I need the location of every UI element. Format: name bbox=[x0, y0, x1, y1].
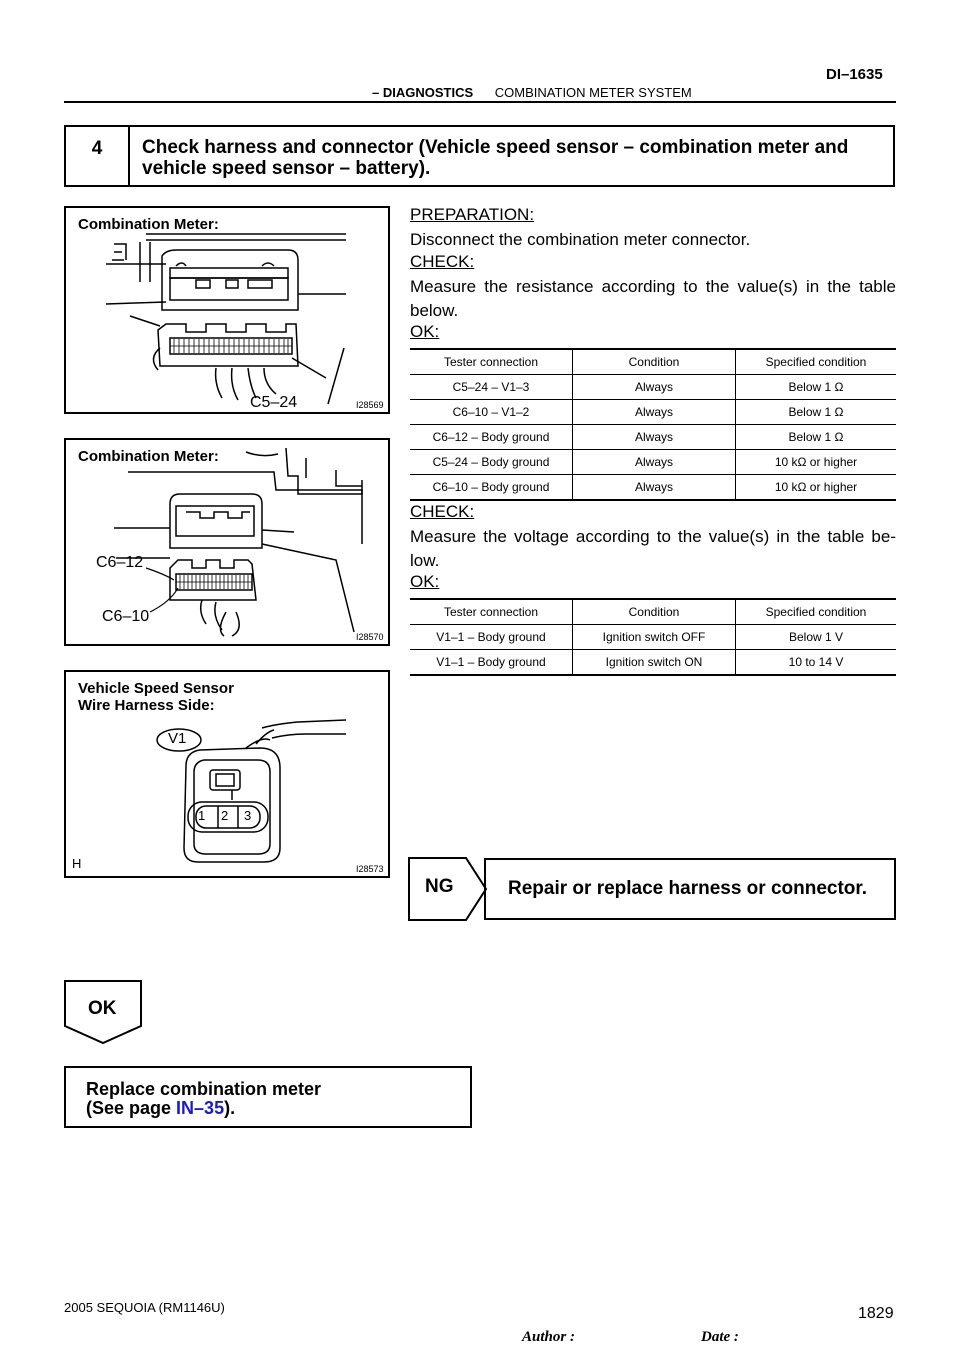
corner-mark: H bbox=[72, 856, 82, 871]
step-title-line1: Check harness and connector (Vehicle speed sensor – combination meter and bbox=[142, 137, 849, 158]
final-action-line1: Replace combination meter bbox=[86, 1079, 322, 1099]
pin-2: 2 bbox=[221, 808, 229, 823]
table-row bbox=[410, 450, 896, 475]
table-row bbox=[410, 425, 896, 450]
figure3-label-line1: Vehicle Speed Sensor bbox=[78, 680, 234, 697]
figure1-code: I28569 bbox=[356, 400, 384, 410]
figure1-label: Combination Meter: bbox=[78, 216, 225, 233]
see-page-prefix: (See page bbox=[86, 1098, 177, 1118]
callout-c6-10: C6–10 bbox=[102, 608, 150, 625]
column-header: Tester connection bbox=[410, 349, 573, 375]
step-number: 4 bbox=[66, 127, 130, 185]
figure3-code: I28573 bbox=[356, 864, 384, 874]
table-cell: Below 1 Ω bbox=[736, 425, 897, 450]
table-header-row bbox=[410, 349, 896, 375]
check1-text: Measure the resistance according to the value(s) in the table below. bbox=[410, 277, 896, 320]
table-cell: Always bbox=[573, 450, 736, 475]
table-cell: Always bbox=[573, 425, 736, 450]
preparation-heading: PREPARATION: bbox=[410, 205, 535, 224]
figure3-label-line2: Wire Harness Side: bbox=[78, 697, 215, 714]
table-cell: Always bbox=[573, 375, 736, 400]
pin-1: 1 bbox=[198, 808, 206, 823]
check2-ok: OK: bbox=[410, 572, 440, 591]
table-cell: C6–12 – Body ground bbox=[410, 425, 573, 450]
resistance-table bbox=[410, 348, 896, 501]
step-box bbox=[64, 125, 895, 187]
table-row bbox=[410, 625, 896, 650]
column-header: Tester connection bbox=[410, 599, 573, 625]
table-cell: 10 to 14 V bbox=[736, 650, 897, 676]
table-cell: C5–24 – V1–3 bbox=[410, 375, 573, 400]
ng-action-text: Repair or replace harness or connector. bbox=[508, 878, 868, 899]
check1-heading: CHECK: bbox=[410, 252, 475, 271]
table-cell: C6–10 – Body ground bbox=[410, 475, 573, 501]
figure2-code: I28570 bbox=[356, 632, 384, 642]
footer-date: Date : bbox=[701, 1329, 739, 1345]
ok-label: OK bbox=[88, 998, 117, 1019]
table-cell: Always bbox=[573, 475, 736, 501]
check2-text: Measure the voltage according to the value(s) in the table be- low. bbox=[410, 527, 896, 570]
table-cell: C5–24 – Body ground bbox=[410, 450, 573, 475]
pin-3: 3 bbox=[244, 808, 252, 823]
table-cell: V1–1 – Body ground bbox=[410, 625, 573, 650]
figure-combination-meter-1 bbox=[64, 206, 390, 414]
page-code: DI–1635 bbox=[826, 66, 883, 83]
table-cell: Ignition switch OFF bbox=[573, 625, 736, 650]
callout-c5-24: C5–24 bbox=[250, 394, 298, 411]
see-page-suffix: ). bbox=[224, 1098, 236, 1118]
figure2-label: Combination Meter: bbox=[78, 448, 223, 465]
table-cell: Below 1 V bbox=[736, 625, 897, 650]
column-header: Condition bbox=[573, 349, 736, 375]
table-cell: Ignition switch ON bbox=[573, 650, 736, 676]
step-title bbox=[142, 137, 882, 179]
connector-id-v1: V1 bbox=[168, 730, 187, 747]
column-header: Condition bbox=[573, 599, 736, 625]
table-row bbox=[410, 400, 896, 425]
table-cell: Below 1 Ω bbox=[736, 375, 897, 400]
check1-ok: OK: bbox=[410, 322, 440, 341]
connector-illustration-1 bbox=[66, 208, 388, 412]
section-label: – DIAGNOSTICS bbox=[372, 85, 474, 100]
header-section bbox=[372, 85, 692, 100]
check2-heading: CHECK: bbox=[410, 502, 475, 521]
preparation-text: Disconnect the combination meter connector. bbox=[410, 230, 751, 249]
table-row bbox=[410, 475, 896, 501]
page-link[interactable]: IN–35 bbox=[176, 1098, 225, 1118]
table-cell: 10 kΩ or higher bbox=[736, 475, 897, 501]
ng-action-box bbox=[484, 858, 896, 920]
table-cell: V1–1 – Body ground bbox=[410, 650, 573, 676]
table-header-row bbox=[410, 599, 896, 625]
footer-page-number: 1829 bbox=[858, 1305, 894, 1322]
final-action-text bbox=[86, 1080, 321, 1118]
voltage-table bbox=[410, 598, 896, 676]
table-cell: Always bbox=[573, 400, 736, 425]
header-rule bbox=[64, 101, 896, 103]
column-header: Specified condition bbox=[736, 599, 897, 625]
footer-vehicle: 2005 SEQUOIA (RM1146U) bbox=[64, 1300, 225, 1315]
final-action-line2 bbox=[86, 1099, 321, 1118]
callout-c6-12: C6–12 bbox=[96, 554, 144, 571]
table-cell: Below 1 Ω bbox=[736, 400, 897, 425]
figure3-label bbox=[78, 680, 234, 714]
footer-author: Author : bbox=[522, 1329, 575, 1345]
step-title-line2: vehicle speed sensor – battery). bbox=[142, 158, 431, 179]
table-cell: C6–10 – V1–2 bbox=[410, 400, 573, 425]
table-row bbox=[410, 650, 896, 676]
figure-vehicle-speed-sensor bbox=[64, 670, 390, 878]
subsection-label: COMBINATION METER SYSTEM bbox=[494, 85, 692, 100]
table-cell: 10 kΩ or higher bbox=[736, 450, 897, 475]
ng-label: NG bbox=[425, 876, 454, 897]
final-action-box bbox=[64, 1066, 472, 1128]
figure-combination-meter-2 bbox=[64, 438, 390, 646]
table-row bbox=[410, 375, 896, 400]
column-header: Specified condition bbox=[736, 349, 897, 375]
